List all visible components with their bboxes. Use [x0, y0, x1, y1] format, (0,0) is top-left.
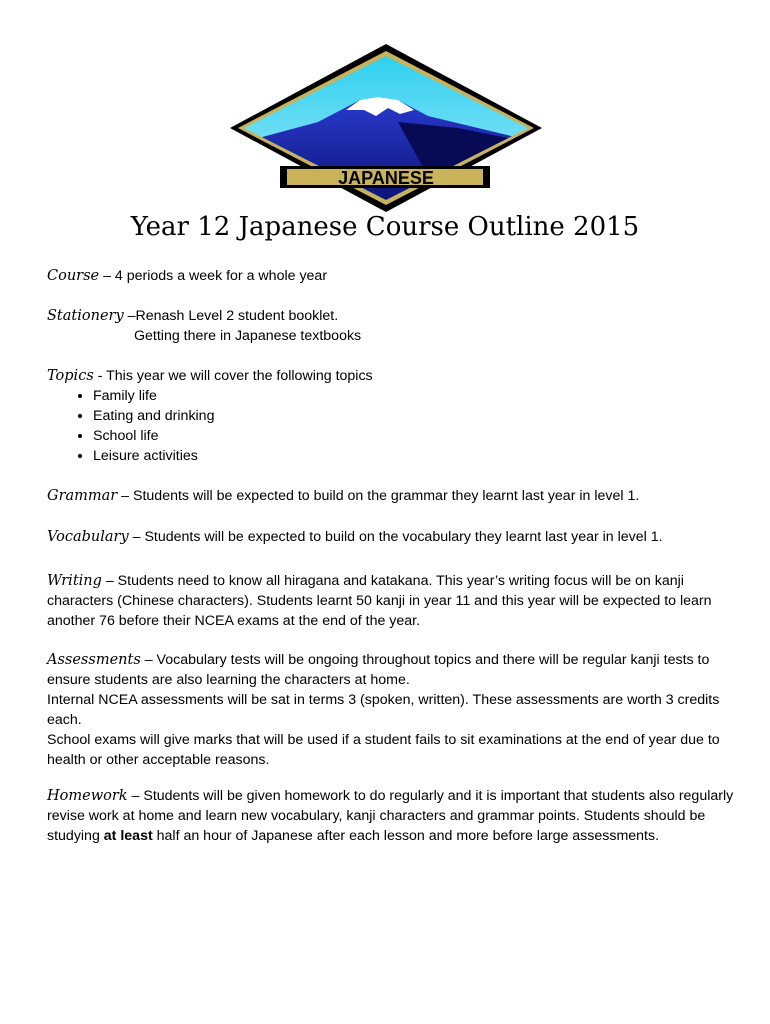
assessments-section [47, 650, 737, 770]
logo-label: JAPANESE [338, 168, 434, 188]
vocabulary-heading: Vocabulary [47, 529, 129, 545]
topics-section [47, 366, 737, 466]
vocabulary-text: – Students will be expected to build on the vocabulary they learnt last year in level 1. [128, 529, 663, 545]
assessments-text: – Vocabulary tests will be ongoing throughout topics and there will be regular kanji tests to ensure students are also learning the characters at home. [47, 652, 710, 688]
stationery-line2: Getting there in Japanese textbooks [134, 328, 362, 344]
assessments-heading: Assessments [47, 652, 141, 668]
grammar-text: – Students will be expected to build on the grammar they learnt last year in level 1. [117, 488, 640, 504]
list-item: • Leisure activities [93, 446, 737, 466]
stationery-section [47, 306, 737, 346]
page-title: Year 12 Japanese Course Outline 2015 [130, 212, 640, 242]
homework-emphasis: at least [103, 828, 153, 844]
vocabulary-section [47, 527, 737, 547]
topics-heading: Topics [47, 368, 94, 384]
homework-text: – Students will be given homework to do regularly and it is important that students also regularly revise work at home and learn new vocabulary, kanji characters and grammar points. Students should be studying [47, 788, 734, 844]
stationery-line1: –Renash Level 2 student booklet. [123, 308, 339, 324]
japanese-logo [228, 42, 544, 214]
writing-text: – Students need to know all hiragana and katakana. This year’s writing focus will be on kanji characters (Chinese characters). Students learnt 50 kanji in year 11 and this year will be expected to learn another 76 before their NCEA exams at the end of the year. [47, 573, 712, 629]
topics-intro: - This year we will cover the following topics [93, 368, 373, 384]
homework-section [47, 786, 737, 846]
list-item: • Eating and drinking [93, 406, 737, 426]
list-item: • Family life [93, 386, 737, 406]
homework-heading: Homework [47, 788, 128, 804]
grammar-heading: Grammar [47, 488, 118, 504]
course-text: – 4 periods a week for a whole year [99, 268, 328, 284]
writing-heading: Writing [47, 573, 102, 589]
stationery-heading: Stationery [47, 308, 124, 324]
grammar-section [47, 486, 737, 506]
homework-text-end: half an hour of Japanese after each lesson and more before large assessments. [152, 828, 660, 844]
writing-section [47, 571, 737, 631]
course-section [47, 266, 737, 286]
assessments-school-exams: School exams will give marks that will be used if a student fails to sit examinations at the end of year due to health or other acceptable reasons. [47, 732, 720, 768]
assessments-internal: Internal NCEA assessments will be sat in terms 3 (spoken, written). These assessments are worth 3 credits each. [47, 692, 720, 728]
list-item: • School life [93, 426, 737, 446]
topics-list [47, 386, 737, 466]
course-heading: Course [47, 268, 100, 284]
